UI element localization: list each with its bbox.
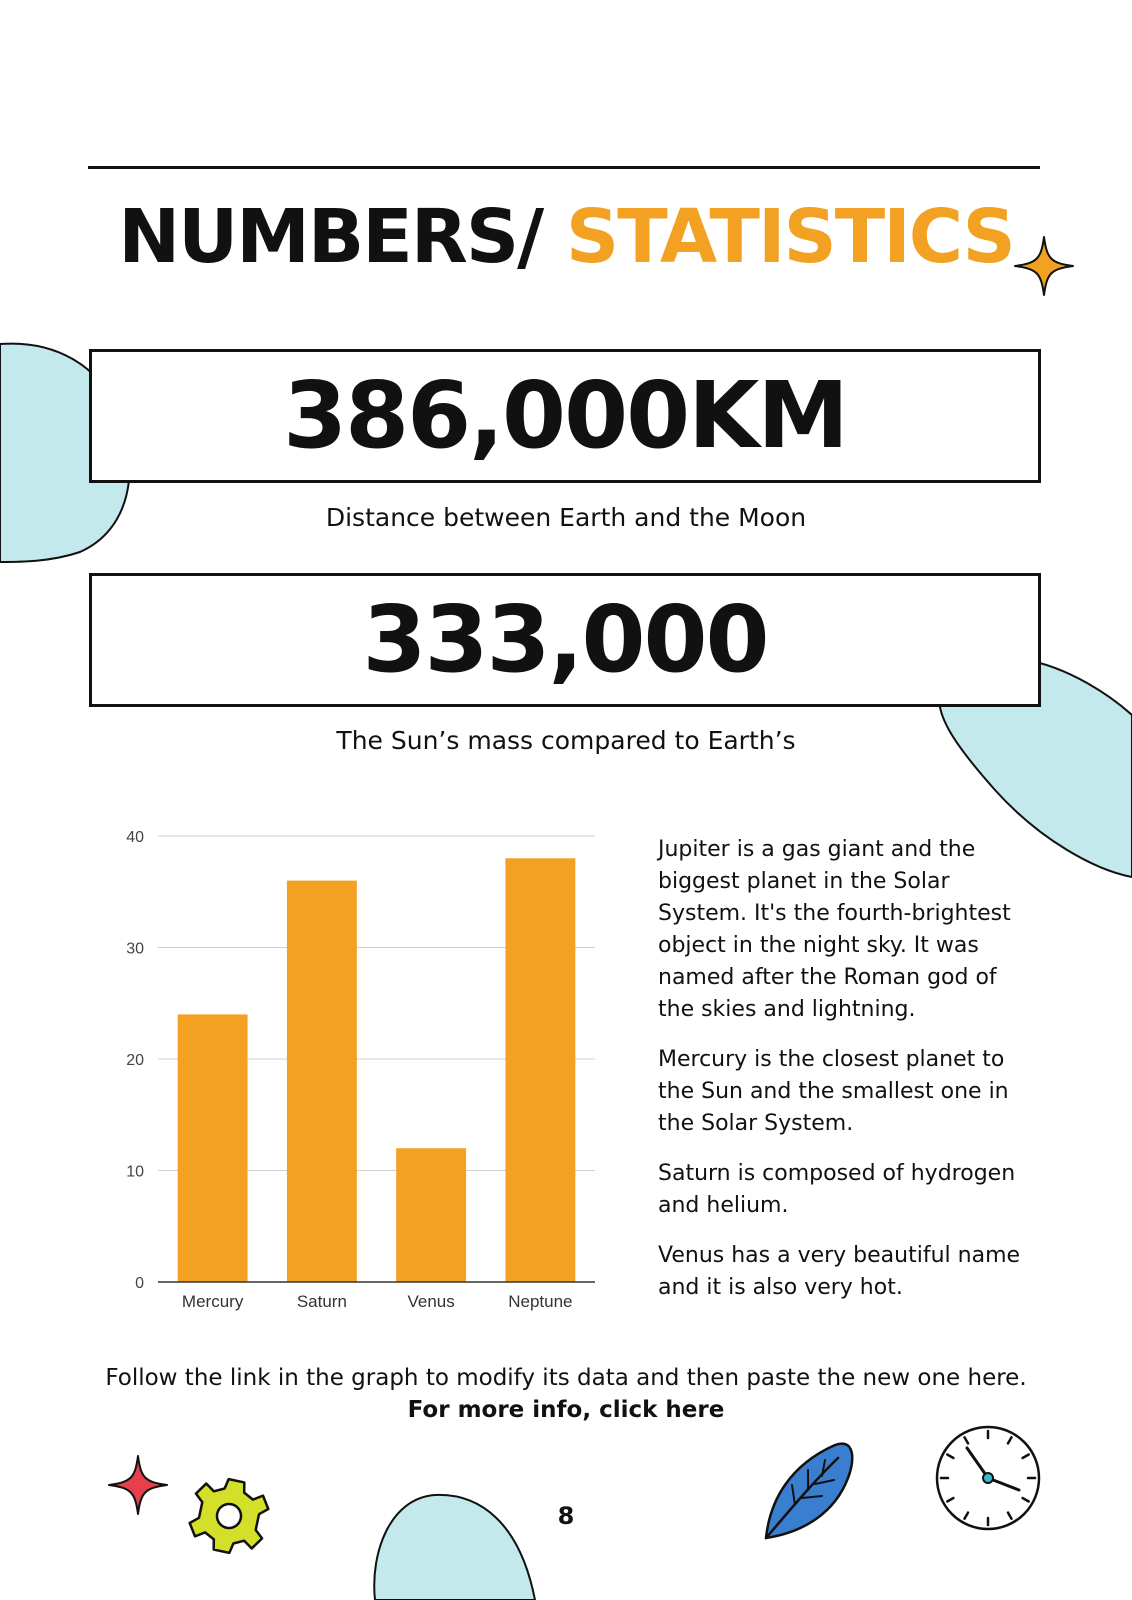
bar-neptune <box>505 858 575 1282</box>
stat-value-mass: 333,000 <box>362 586 768 693</box>
page-number: 8 <box>557 1502 575 1530</box>
stat-value-distance: 386,000KM <box>283 362 847 469</box>
leaf-icon <box>760 1440 860 1540</box>
sparkle-star-icon <box>1012 234 1076 298</box>
bar-venus <box>396 1148 466 1282</box>
fact-saturn: Saturn is composed of hydrogen and helium. <box>658 1161 1016 1218</box>
stat-caption-mass: The Sun’s mass compared to Earth’s <box>336 726 796 755</box>
y-tick-label: 10 <box>126 1163 144 1181</box>
y-tick-label: 0 <box>135 1275 144 1292</box>
y-tick-label: 30 <box>126 940 144 958</box>
clock-icon <box>934 1424 1042 1532</box>
y-tick-label: 40 <box>126 829 144 846</box>
page-title <box>0 192 1132 282</box>
stat-caption-distance: Distance between Earth and the Moon <box>325 503 807 532</box>
more-info-link[interactable]: For more info, click here <box>407 1397 725 1423</box>
stat-box-mass <box>89 573 1041 707</box>
footer <box>0 1362 1132 1426</box>
fact-jupiter: Jupiter is a gas giant and the biggest planet in the Solar System. It's the fourth-brightest object in the night sky. It was named after the Roman god of the skies and lightning. <box>658 837 1011 1022</box>
fact-venus: Venus has a very beautiful name and it is also very hot. <box>658 1243 1021 1300</box>
x-tick-label: Neptune <box>508 1292 573 1311</box>
bar-saturn <box>287 881 357 1282</box>
x-tick-label: Saturn <box>296 1292 347 1311</box>
x-tick-label: Mercury <box>181 1292 244 1311</box>
footer-instruction: Follow the link in the graph to modify its data and then paste the new one here. <box>105 1365 1027 1391</box>
planet-bar-chart[interactable] <box>100 820 620 1320</box>
page-title-part1: NUMBERS/ <box>118 194 543 280</box>
fact-mercury: Mercury is the closest planet to the Sun and the smallest one in the Solar System. <box>658 1047 1009 1136</box>
x-tick-label: Venus <box>407 1292 455 1311</box>
page-title-part2: STATISTICS <box>565 194 1014 280</box>
header-divider <box>88 166 1040 169</box>
bar-mercury <box>178 1014 248 1282</box>
facts-panel <box>658 834 1038 1322</box>
y-tick-label: 20 <box>126 1052 144 1069</box>
stat-box-distance <box>89 349 1041 483</box>
